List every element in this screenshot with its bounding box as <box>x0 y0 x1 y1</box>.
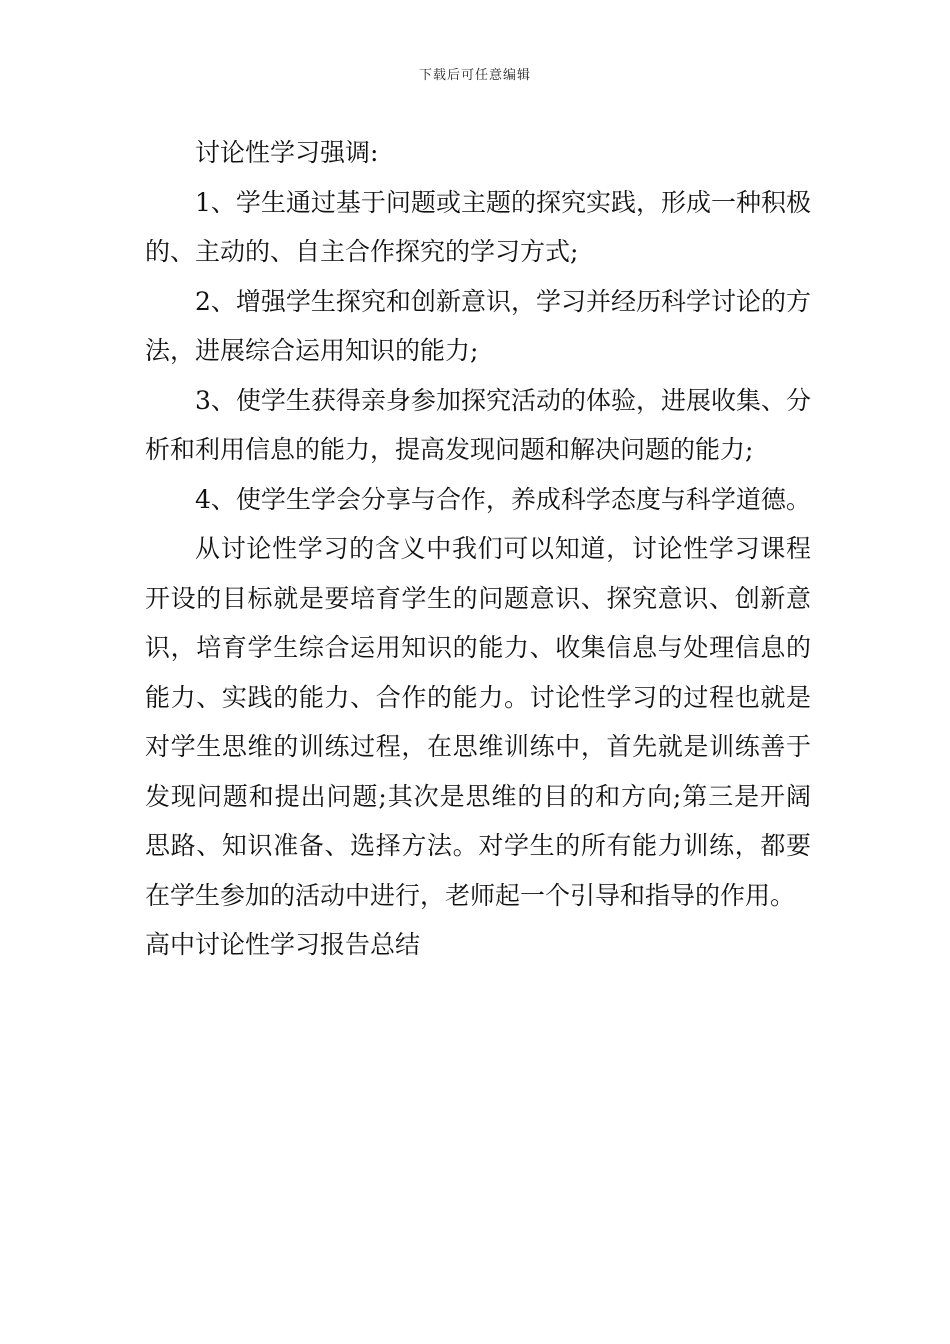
document-body <box>145 128 811 970</box>
paragraph-point-3: 3、使学生获得亲身参加探究活动的体验，进展收集、分析和利用信息的能力，提高发现问题和解决问题的能力; <box>145 385 811 464</box>
page-header: 下载后可任意编辑 <box>418 68 531 83</box>
paragraph-point-4: 4、使学生学会分享与合作，养成科学态度与科学道德。 <box>195 484 811 514</box>
paragraph-point-2: 2、增强学生探究和创新意识，学习并经历科学讨论的方法，进展综合运用知识的能力; <box>145 286 811 365</box>
paragraph-point-1: 1、学生通过基于问题或主题的探究实践，形成一种积极的、主动的、自主合作探究的学习方式; <box>145 187 811 266</box>
closing-title: 高中讨论性学习报告总结 <box>145 930 421 959</box>
paragraph-intro: 讨论性学习强调: <box>195 138 379 167</box>
paragraph-summary: 从讨论性学习的含义中我们可以知道，讨论性学习课程开设的目标就是要培育学生的问题意识、探究意识、创新意识，培育学生综合运用知识的能力、收集信息与处理信息的能力、实践的能力、合作的能力。讨论性学习的过程也就是对学生思维的训练过程，在思维训练中，首先就是训练善于发现问题和提出问题;其次是思维的目的和方向;第三是开阔思路、知识准备、选择方法。对学生的所有能力训练，都要在学生参加的活动中进行，老师起一个引导和指导的作用。 <box>145 534 811 910</box>
